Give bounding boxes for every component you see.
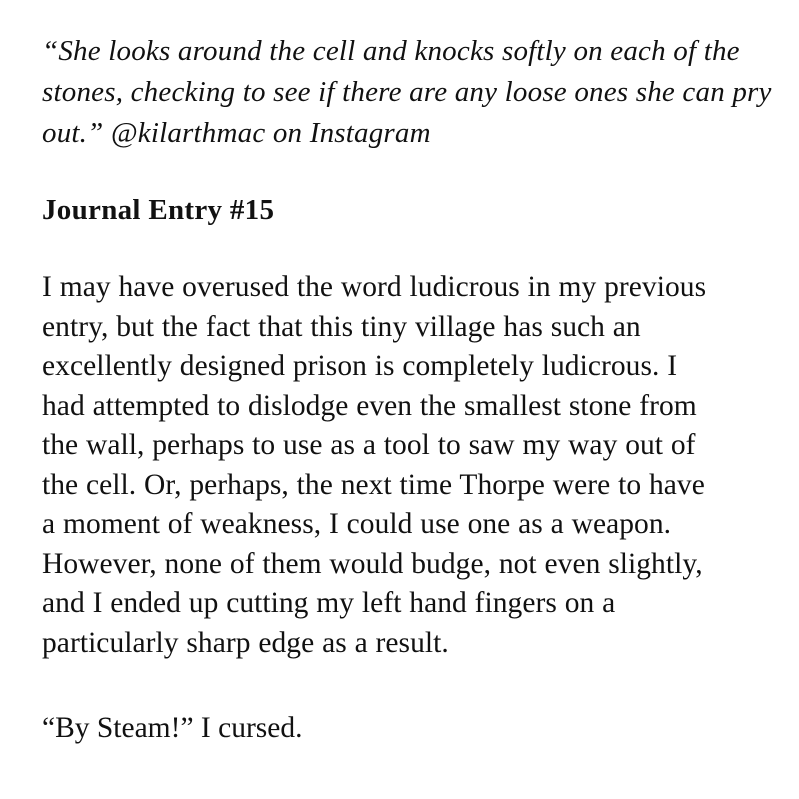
body-line: the wall, perhaps to use as a tool to saw my way out of — [42, 429, 696, 461]
body-line: However, none of them would budge, not even slightly, — [42, 547, 703, 580]
body-line: I may have overused the word ludicrous in my previous — [42, 271, 707, 303]
body-line: a moment of weakness, I could use one as a weapon. — [42, 508, 672, 540]
body-line: excellently designed prison is completely ludicrous. I — [42, 350, 678, 382]
prompt-line: stones, checking to see if there are any loose ones she can pry — [42, 76, 772, 108]
body-line: entry, but the fact that this tiny village has such an — [42, 310, 641, 343]
prompt-line: out.” @kilarthmac on Instagram — [42, 117, 431, 149]
journal-entry-body — [42, 268, 766, 663]
body-line: particularly sharp edge as a result. — [42, 626, 449, 659]
journal-entry-title: Journal Entry #15 — [42, 194, 275, 226]
closing-quote: “By Steam!” I cursed. — [42, 712, 303, 744]
body-line: and I ended up cutting my left hand fingers on a — [42, 587, 616, 619]
body-line: had attempted to dislodge even the smallest stone from — [42, 389, 697, 422]
body-line: the cell. Or, perhaps, the next time Thorpe were to have — [42, 468, 705, 501]
writing-prompt — [42, 31, 772, 154]
prompt-line: “She looks around the cell and knocks softly on each of the — [42, 35, 740, 67]
